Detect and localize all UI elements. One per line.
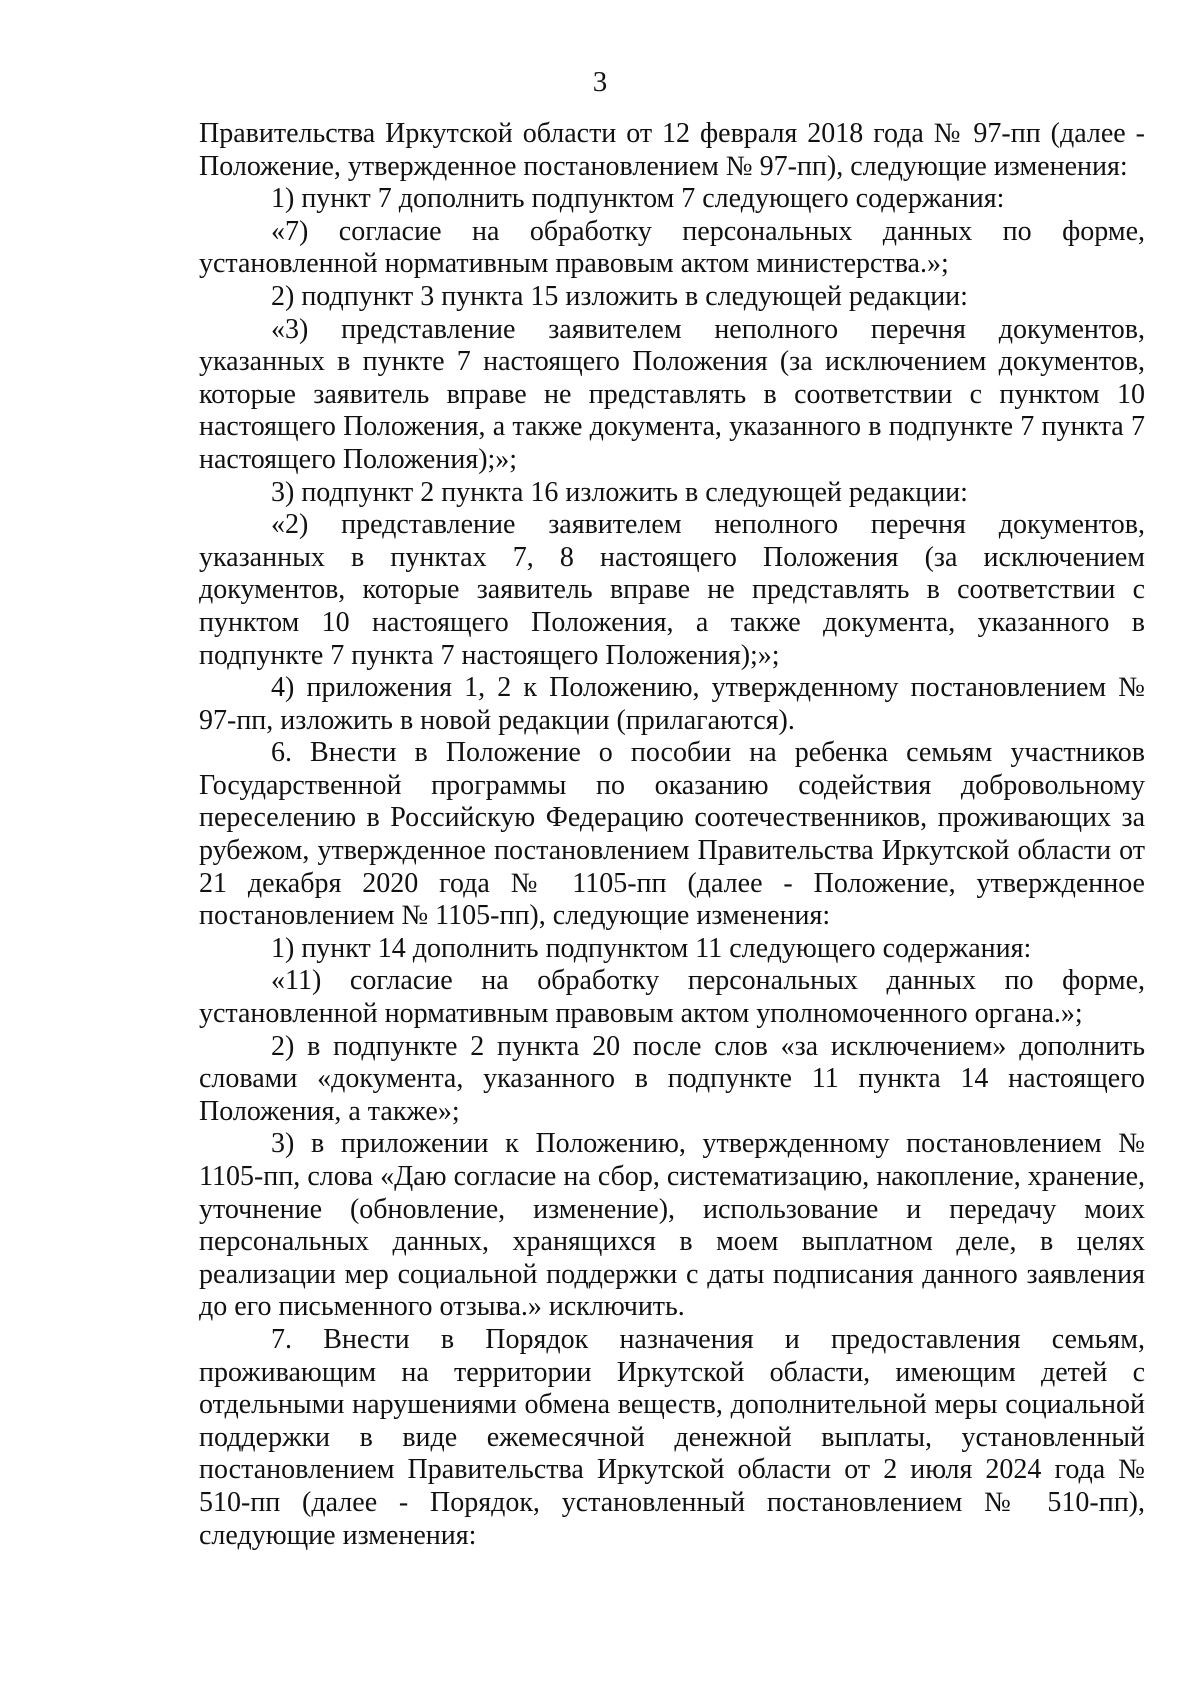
paragraph-section-7: 7. Внести в Порядок назначения и предоставления семьям, проживающим на территории Иркутской области, имеющим детей с отдельными нарушениями обмена веществ, дополнительной меры социальной поддержки в виде ежемесячной денежной выплаты, установленный постановлением Правительства Иркутской области от 2 июля 2024 года № 510-пп (далее - Порядок, установленный постановлением № 510-пп), следующие изменения: — [199, 1323, 1145, 1551]
paragraph-item-3: 3) подпункт 2 пункта 16 изложить в следующей редакции: — [271, 476, 968, 508]
paragraph-section-6-item-3: 3) в приложении к Положению, утвержденному постановлением № 1105-пп, слова «Даю согласие на сбор, систематизацию, накопление, хранение, уточнение (обновление, изменение), использование и передачу моих персональных данных, хранящихся в моем выплатном деле, в целях реализации мер социальной поддержки с даты подписания данного заявления до его письменного отзыва.» исключить. — [199, 1128, 1145, 1323]
paragraph-item-2: 2) подпункт 3 пункта 15 изложить в следующей редакции: — [271, 280, 968, 312]
paragraph-quote-11: «11) согласие на обработку персональных данных по форме, установленной нормативным правовым актом уполномоченного органа.»; — [199, 965, 1145, 1030]
paragraph-item-1: 1) пункт 7 дополнить подпунктом 7 следующего содержания: — [271, 183, 1005, 215]
page-number: 3 — [592, 66, 608, 98]
paragraph-quote-2: «2) представление заявителем неполного перечня документов, указанных в пунктах 7, 8 настоящего Положения (за исключением документов, которые заявитель вправе не представлять в соответствии с пунктом 10 настоящего Положения, а также документа, указанного в подпункте 7 пункта 7 настоящего Положения);»; — [199, 509, 1145, 671]
paragraph-quote-3: «3) представление заявителем неполного перечня документов, указанных в пункте 7 настоящего Положения (за исключением документов, которые заявитель вправе не представлять в соответствии с пунктом 10 настоящего Положения, а также документа, указанного в подпункте 7 пункта 7 настоящего Положения);»; — [199, 313, 1145, 475]
paragraph-section-6: 6. Внести в Положение о пособии на ребенка семьям участников Государственной программы по оказанию содействия добровольному переселению в Российскую Федерацию соотечественников, проживающих за рубежом, утвержденное постановлением Правительства Иркутской области от 21 декабря 2020 года № 1105-пп (далее - Положение, утвержденное постановлением № 1105-пп), следующие изменения: — [199, 737, 1145, 932]
paragraph-item-4: 4) приложения 1, 2 к Положению, утвержденному постановлением № 97-пп, изложить в новой редакции (прилагаются). — [199, 672, 1145, 736]
paragraph-continuation: Правительства Иркутской области от 12 февраля 2018 года № 97-пп (далее - Положение, утвержденное постановлением № 97-пп), следующие изменения: — [199, 118, 1145, 182]
paragraph-section-6-item-1: 1) пункт 14 дополнить подпунктом 11 следующего содержания: — [271, 932, 1032, 964]
document-body — [199, 118, 1145, 1552]
paragraph-quote-7: «7) согласие на обработку персональных данных по форме, установленной нормативным правовым актом министерства.»; — [199, 215, 1145, 280]
paragraph-section-6-item-2: 2) в подпункте 2 пункта 20 после слов «за исключением» дополнить словами «документа, указанного в подпункте 11 пункта 14 настоящего Положения, а также»; — [199, 1030, 1145, 1127]
